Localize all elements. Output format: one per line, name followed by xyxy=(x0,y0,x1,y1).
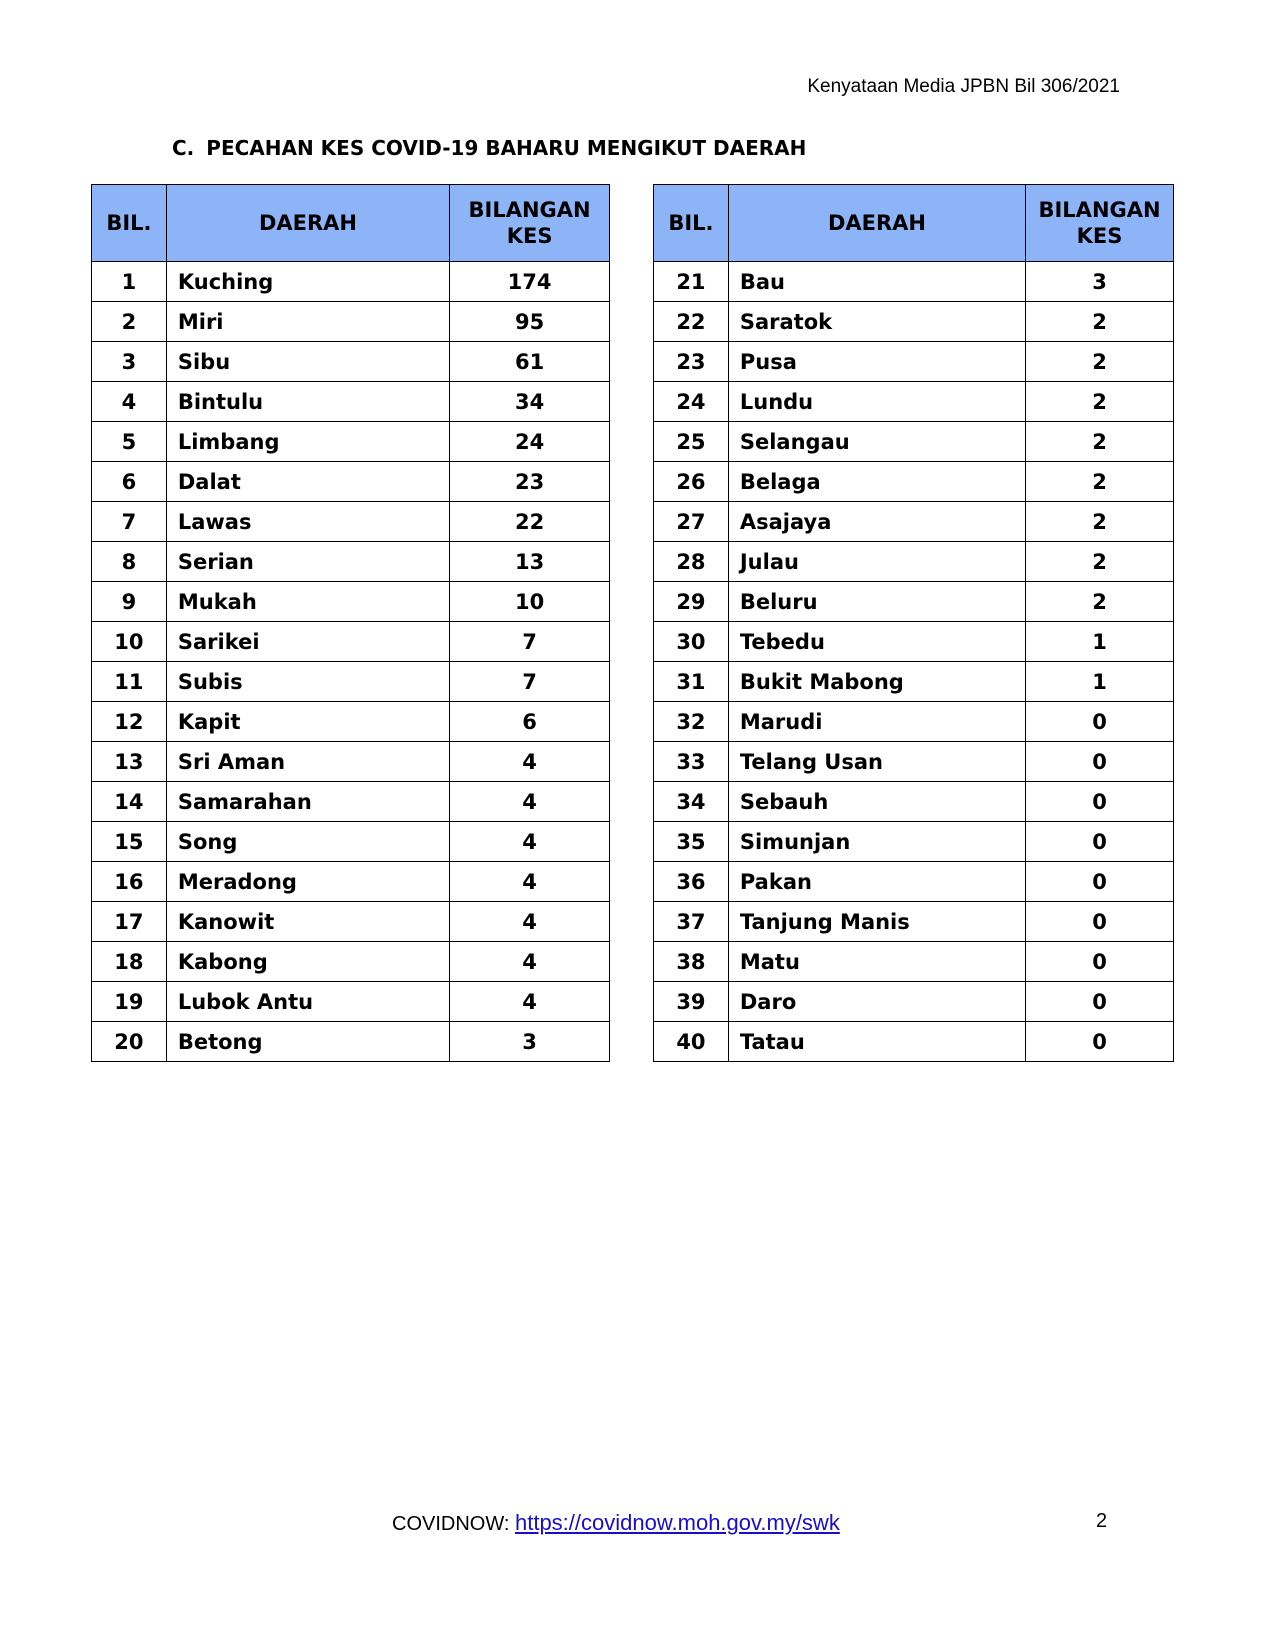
cell-bil: 14 xyxy=(92,782,167,822)
table-row xyxy=(654,582,1174,622)
cell-daerah: Sibu xyxy=(166,342,449,382)
cell-bil: 19 xyxy=(92,982,167,1022)
cell-bilangan-kes: 6 xyxy=(450,702,610,742)
cell-daerah: Samarahan xyxy=(166,782,449,822)
cell-bilangan-kes: 4 xyxy=(450,742,610,782)
table-row xyxy=(92,422,610,462)
cell-daerah: Kabong xyxy=(166,942,449,982)
table-row xyxy=(654,422,1174,462)
cell-bil: 24 xyxy=(654,382,729,422)
cell-bil: 18 xyxy=(92,942,167,982)
table-row xyxy=(92,502,610,542)
cell-bil: 27 xyxy=(654,502,729,542)
table-row xyxy=(654,542,1174,582)
cell-daerah: Betong xyxy=(166,1022,449,1062)
cell-bil: 6 xyxy=(92,462,167,502)
table-row xyxy=(92,382,610,422)
section-letter: C. xyxy=(172,136,195,160)
table-row xyxy=(654,782,1174,822)
cell-bil: 29 xyxy=(654,582,729,622)
cell-bil: 25 xyxy=(654,422,729,462)
cell-bil: 16 xyxy=(92,862,167,902)
table-row xyxy=(92,1022,610,1062)
cell-bil: 33 xyxy=(654,742,729,782)
cell-daerah: Selangau xyxy=(728,422,1025,462)
cell-bilangan-kes: 22 xyxy=(450,502,610,542)
header-kes-line1: BILANGAN xyxy=(1038,198,1161,222)
covidnow-link[interactable]: https://covidnow.moh.gov.my/swk xyxy=(514,1510,840,1535)
table-row xyxy=(92,902,610,942)
cell-daerah: Serian xyxy=(166,542,449,582)
table-row xyxy=(92,982,610,1022)
cell-bil: 3 xyxy=(92,342,167,382)
cell-bil: 36 xyxy=(654,862,729,902)
cell-bil: 37 xyxy=(654,902,729,942)
table-row xyxy=(92,462,610,502)
cell-bil: 22 xyxy=(654,302,729,342)
cell-bilangan-kes: 34 xyxy=(450,382,610,422)
table-header-row xyxy=(92,185,610,262)
table-row xyxy=(654,262,1174,302)
cell-bil: 15 xyxy=(92,822,167,862)
cell-bil: 26 xyxy=(654,462,729,502)
cell-bil: 17 xyxy=(92,902,167,942)
cell-daerah: Mukah xyxy=(166,582,449,622)
table-row xyxy=(92,942,610,982)
cell-bilangan-kes: 0 xyxy=(1026,742,1174,782)
section-title-text: PECAHAN KES COVID-19 BAHARU MENGIKUT DAERAH xyxy=(206,136,807,160)
header-bil: BIL. xyxy=(92,185,167,262)
cell-bilangan-kes: 4 xyxy=(450,862,610,902)
cell-daerah: Kanowit xyxy=(166,902,449,942)
cell-bilangan-kes: 4 xyxy=(450,822,610,862)
cell-bil: 8 xyxy=(92,542,167,582)
cell-bil: 31 xyxy=(654,662,729,702)
cell-daerah: Sarikei xyxy=(166,622,449,662)
page-number: 2 xyxy=(1096,1510,1108,1532)
cell-daerah: Daro xyxy=(728,982,1025,1022)
cell-daerah: Simunjan xyxy=(728,822,1025,862)
cell-bil: 34 xyxy=(654,782,729,822)
cell-daerah: Dalat xyxy=(166,462,449,502)
cell-bilangan-kes: 2 xyxy=(1026,302,1174,342)
cell-daerah: Miri xyxy=(166,302,449,342)
cell-daerah: Lawas xyxy=(166,502,449,542)
cell-daerah: Sebauh xyxy=(728,782,1025,822)
cell-daerah: Kuching xyxy=(166,262,449,302)
cell-bilangan-kes: 0 xyxy=(1026,902,1174,942)
header-bilangan-kes xyxy=(1026,185,1174,262)
cell-daerah: Song xyxy=(166,822,449,862)
cell-bilangan-kes: 61 xyxy=(450,342,610,382)
cell-bil: 21 xyxy=(654,262,729,302)
table-row xyxy=(92,302,610,342)
cell-bil: 23 xyxy=(654,342,729,382)
cell-daerah: Marudi xyxy=(728,702,1025,742)
cell-bil: 28 xyxy=(654,542,729,582)
footer xyxy=(392,1510,840,1536)
table-row xyxy=(92,702,610,742)
cell-daerah: Bintulu xyxy=(166,382,449,422)
cell-daerah: Beluru xyxy=(728,582,1025,622)
table-header-row xyxy=(654,185,1174,262)
header-kes-line2: KES xyxy=(506,224,553,248)
cell-bil: 10 xyxy=(92,622,167,662)
cell-bilangan-kes: 0 xyxy=(1026,822,1174,862)
cell-bilangan-kes: 10 xyxy=(450,582,610,622)
cell-bil: 11 xyxy=(92,662,167,702)
table-row xyxy=(92,342,610,382)
cell-bilangan-kes: 4 xyxy=(450,902,610,942)
table-row xyxy=(92,542,610,582)
cell-daerah: Saratok xyxy=(728,302,1025,342)
cell-daerah: Subis xyxy=(166,662,449,702)
cell-bilangan-kes: 4 xyxy=(450,942,610,982)
table-row xyxy=(654,702,1174,742)
cell-daerah: Limbang xyxy=(166,422,449,462)
cell-bilangan-kes: 24 xyxy=(450,422,610,462)
cell-daerah: Tanjung Manis xyxy=(728,902,1025,942)
table-row xyxy=(654,462,1174,502)
table-row xyxy=(654,862,1174,902)
cell-daerah: Asajaya xyxy=(728,502,1025,542)
table-row xyxy=(654,1022,1174,1062)
cases-table-left xyxy=(91,184,610,1062)
header-daerah: DAERAH xyxy=(166,185,449,262)
cell-bilangan-kes: 2 xyxy=(1026,502,1174,542)
cell-bilangan-kes: 0 xyxy=(1026,1022,1174,1062)
table-row xyxy=(92,822,610,862)
table-row xyxy=(92,622,610,662)
cell-bilangan-kes: 2 xyxy=(1026,582,1174,622)
table-row xyxy=(654,982,1174,1022)
cell-daerah: Pakan xyxy=(728,862,1025,902)
cell-bilangan-kes: 1 xyxy=(1026,622,1174,662)
cell-bilangan-kes: 7 xyxy=(450,662,610,702)
cell-daerah: Kapit xyxy=(166,702,449,742)
cell-bilangan-kes: 4 xyxy=(450,982,610,1022)
header-daerah: DAERAH xyxy=(728,185,1025,262)
cell-bil: 20 xyxy=(92,1022,167,1062)
cell-daerah: Sri Aman xyxy=(166,742,449,782)
cell-bil: 40 xyxy=(654,1022,729,1062)
table-row xyxy=(92,662,610,702)
cell-bil: 2 xyxy=(92,302,167,342)
cell-bil: 1 xyxy=(92,262,167,302)
cell-bil: 7 xyxy=(92,502,167,542)
cell-bil: 13 xyxy=(92,742,167,782)
table-row xyxy=(92,782,610,822)
cell-bilangan-kes: 2 xyxy=(1026,382,1174,422)
cell-bil: 4 xyxy=(92,382,167,422)
header-kes-line1: BILANGAN xyxy=(468,198,591,222)
table-row xyxy=(654,502,1174,542)
cell-bilangan-kes: 0 xyxy=(1026,862,1174,902)
cell-daerah: Telang Usan xyxy=(728,742,1025,782)
cell-bilangan-kes: 174 xyxy=(450,262,610,302)
table-row xyxy=(654,822,1174,862)
cell-daerah: Julau xyxy=(728,542,1025,582)
table-row xyxy=(654,382,1174,422)
table-row xyxy=(92,742,610,782)
cell-bilangan-kes: 2 xyxy=(1026,422,1174,462)
document-header: Kenyataan Media JPBN Bil 306/2021 xyxy=(807,76,1120,97)
cell-daerah: Lundu xyxy=(728,382,1025,422)
table-row xyxy=(654,742,1174,782)
cell-daerah: Lubok Antu xyxy=(166,982,449,1022)
cell-daerah: Meradong xyxy=(166,862,449,902)
cell-bilangan-kes: 2 xyxy=(1026,462,1174,502)
cell-bilangan-kes: 23 xyxy=(450,462,610,502)
cell-bil: 12 xyxy=(92,702,167,742)
header-bilangan-kes xyxy=(450,185,610,262)
table-row xyxy=(654,302,1174,342)
table-row xyxy=(92,862,610,902)
cell-bilangan-kes: 0 xyxy=(1026,702,1174,742)
header-bil: BIL. xyxy=(654,185,729,262)
header-kes-line2: KES xyxy=(1076,224,1123,248)
cell-bilangan-kes: 0 xyxy=(1026,782,1174,822)
cell-bilangan-kes: 3 xyxy=(450,1022,610,1062)
cell-bilangan-kes: 2 xyxy=(1026,342,1174,382)
cell-bilangan-kes: 95 xyxy=(450,302,610,342)
cell-bilangan-kes: 13 xyxy=(450,542,610,582)
cell-bilangan-kes: 0 xyxy=(1026,982,1174,1022)
cell-daerah: Tatau xyxy=(728,1022,1025,1062)
cell-daerah: Pusa xyxy=(728,342,1025,382)
table-row xyxy=(654,342,1174,382)
cell-bil: 35 xyxy=(654,822,729,862)
cell-daerah: Belaga xyxy=(728,462,1025,502)
table-row xyxy=(654,662,1174,702)
cell-bil: 38 xyxy=(654,942,729,982)
cell-bilangan-kes: 3 xyxy=(1026,262,1174,302)
cell-bil: 9 xyxy=(92,582,167,622)
table-row xyxy=(92,582,610,622)
cell-bil: 32 xyxy=(654,702,729,742)
cell-bil: 39 xyxy=(654,982,729,1022)
footer-label: COVIDNOW: xyxy=(392,1513,510,1535)
cases-table-right xyxy=(653,184,1174,1062)
cell-bilangan-kes: 4 xyxy=(450,782,610,822)
cell-daerah: Tebedu xyxy=(728,622,1025,662)
cell-daerah: Bau xyxy=(728,262,1025,302)
cell-bilangan-kes: 1 xyxy=(1026,662,1174,702)
cell-bilangan-kes: 2 xyxy=(1026,542,1174,582)
cell-daerah: Bukit Mabong xyxy=(728,662,1025,702)
table-row xyxy=(654,622,1174,662)
table-row xyxy=(92,262,610,302)
cell-bilangan-kes: 7 xyxy=(450,622,610,662)
cell-daerah: Matu xyxy=(728,942,1025,982)
table-row xyxy=(654,902,1174,942)
cell-bil: 5 xyxy=(92,422,167,462)
table-row xyxy=(654,942,1174,982)
section-title xyxy=(172,136,806,160)
cell-bilangan-kes: 0 xyxy=(1026,942,1174,982)
cell-bil: 30 xyxy=(654,622,729,662)
